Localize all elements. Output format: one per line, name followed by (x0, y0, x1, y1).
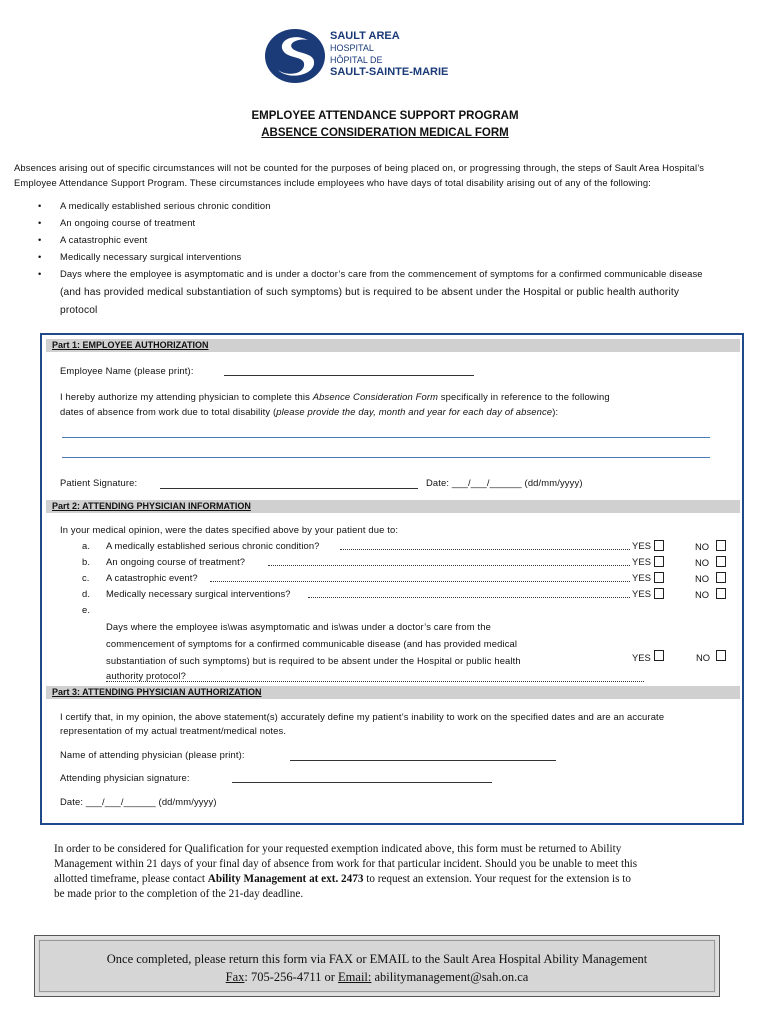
form-title-line1: EMPLOYEE ATTENDANCE SUPPORT PROGRAM (251, 110, 519, 122)
dot-leader (308, 597, 630, 598)
bullet-item-4: Medically necessary surgical interventions (60, 251, 242, 262)
no-label: NO (695, 557, 710, 568)
bullet-icon: • (38, 234, 42, 245)
question-e-line3: substantiation of such symptoms) but is required to be absent under the Hospital or public health (106, 655, 521, 666)
authorize-form-name: Absence Consideration Form (312, 391, 439, 402)
intro-line1: Absences arising out of specific circumstances will not be counted for the purposes of being placed on, or progressing through, the steps of Sault Area Hospital’s (14, 162, 705, 173)
logo-text-line3: HÔPITAL DE (330, 55, 383, 65)
bullet-item-5-cont2: protocol (60, 305, 98, 316)
question-letter: c. (82, 572, 90, 583)
closing-text-b: to request an extension. Your request for the extension is to (363, 873, 631, 885)
no-label: NO (695, 541, 710, 552)
logo-text-line4: SAULT-SAINTE-MARIE (330, 66, 449, 78)
absence-dates-field-2[interactable] (62, 457, 710, 458)
part2-header: Part 2: ATTENDING PHYSICIAN INFORMATION (46, 500, 740, 513)
question-text: An ongoing course of treatment? (106, 556, 246, 567)
question-text: Medically necessary surgical interventions? (106, 588, 291, 599)
employee-name-field[interactable] (224, 375, 474, 376)
dot-leader (268, 565, 630, 566)
bullet-item-3: A catastrophic event (60, 234, 148, 245)
certify-line1: I certify that, in my opinion, the above statement(s) accurately define my patient’s inability to work on the specified dates and are an accurate (60, 711, 665, 722)
closing-line1: In order to be considered for Qualification for your requested exemption indicated above, this form must be returned to Ability (54, 843, 622, 855)
no-label: NO (696, 652, 711, 663)
question-letter: b. (82, 556, 91, 567)
authorize-instruction: please provide the day, month and year for each day of absence (276, 406, 553, 417)
bullet-icon: • (38, 251, 42, 262)
no-label: NO (695, 589, 710, 600)
bullet-icon: • (38, 217, 42, 228)
bullet-item-1: A medically established serious chronic condition (60, 200, 271, 211)
email-label: Email: (338, 970, 372, 984)
bullet-icon: • (38, 200, 42, 211)
part1-header: Part 1: EMPLOYEE AUTHORIZATION (46, 339, 740, 352)
logo-emblem-icon (262, 28, 328, 84)
bullet-item-2: An ongoing course of treatment (60, 217, 196, 228)
physician-name-field[interactable] (290, 760, 556, 761)
authorize-text-b: specifically in reference to the following (438, 391, 610, 402)
physician-name-label: Name of attending physician (please print): (60, 749, 245, 760)
yes-label: YES (632, 556, 652, 567)
email-address[interactable]: abilitymanagement@sah.on.ca (371, 970, 529, 984)
authorize-text-a: I hereby authorize my attending physician to complete this (60, 391, 313, 402)
authorize-line2 (60, 406, 558, 417)
no-checkbox-b[interactable] (716, 556, 726, 567)
physician-signature-label: Attending physician signature: (60, 772, 190, 783)
question-letter: a. (82, 540, 91, 551)
dot-leader (210, 581, 630, 582)
bullet-item-5: Days where the employee is asymptomatic and is under a doctor’s care from the commencement of symptoms for a confirmed communicable disease (60, 268, 703, 279)
patient-signature-field[interactable] (160, 488, 418, 489)
employee-name-label: Employee Name (please print): (60, 365, 194, 376)
physician-date-field[interactable]: Date: ___/___/______ (dd/mm/yyyy) (60, 796, 217, 807)
yes-checkbox-a[interactable] (654, 540, 664, 551)
return-instructions-box (34, 935, 720, 997)
bullet-icon: • (38, 268, 42, 279)
absence-dates-field-1[interactable] (62, 437, 710, 438)
fax-number: : 705-256-4711 or (244, 970, 339, 984)
question-letter: e. (82, 604, 91, 615)
closing-line2: Management within 21 days of your final day of absence from work for that particular incident. Should you be unable to meet this (54, 858, 638, 870)
authorize-text-c: dates of absence from work due to total disability ( (60, 406, 277, 417)
authorize-line1 (60, 391, 610, 402)
certify-line2: representation of my actual treatment/medical notes. (60, 725, 287, 736)
logo-text-line2: HOSPITAL (330, 43, 374, 53)
no-checkbox-c[interactable] (716, 572, 726, 583)
no-checkbox-d[interactable] (716, 588, 726, 599)
patient-signature-label: Patient Signature: (60, 477, 138, 488)
authorize-text-d: ): (552, 406, 559, 417)
return-line1: Once completed, please return this form via FAX or EMAIL to the Sault Area Hospital Ability Management (106, 952, 648, 966)
yes-checkbox-e[interactable] (654, 650, 664, 661)
dot-leader (340, 549, 630, 550)
patient-date-field[interactable]: Date: ___/___/______ (dd/mm/yyyy) (426, 477, 583, 488)
yes-checkbox-d[interactable] (654, 588, 664, 599)
yes-checkbox-b[interactable] (654, 556, 664, 567)
part3-header: Part 3: ATTENDING PHYSICIAN AUTHORIZATION (46, 686, 740, 699)
no-label: NO (695, 573, 710, 584)
closing-line3 (54, 872, 714, 888)
hospital-logo (262, 28, 462, 84)
question-text: A catastrophic event? (106, 572, 198, 583)
physician-question-intro: In your medical opinion, were the dates specified above by your patient due to: (60, 524, 399, 535)
question-e-line1: Days where the employee is\was asymptomatic and is\was under a doctor’s care from the (106, 621, 491, 632)
closing-line4: be made prior to the completion of the 21-day deadline. (54, 888, 304, 900)
yes-label: YES (632, 588, 652, 599)
bullet-item-5-cont1: (and has provided medical substantiation of such symptoms) but is required to be absent under the Hospital or public health authority (60, 287, 680, 298)
question-letter: d. (82, 588, 91, 599)
question-text: A medically established serious chronic condition? (106, 540, 320, 551)
yes-label: YES (632, 540, 652, 551)
yes-label: YES (632, 572, 652, 583)
return-line2 (35, 968, 719, 986)
yes-checkbox-c[interactable] (654, 572, 664, 583)
yes-label: YES (632, 652, 651, 663)
fax-label: Fax (225, 970, 245, 984)
no-checkbox-a[interactable] (716, 540, 726, 551)
ability-management-extension: Ability Management at ext. 2473 (207, 873, 364, 885)
question-e-line4: authority protocol? (106, 670, 186, 681)
physician-signature-field[interactable] (232, 782, 492, 783)
no-checkbox-e[interactable] (716, 650, 726, 661)
question-e-line2: commencement of symptoms for a confirmed communicable disease (and has provided medical (106, 638, 518, 649)
form-title-line2: ABSENCE CONSIDERATION MEDICAL FORM (261, 127, 509, 139)
logo-text-line1: SAULT AREA (330, 30, 400, 42)
dot-leader (106, 681, 644, 682)
intro-line2: Employee Attendance Support Program. These circumstances include employees who have days of total disability arising out of any of the following: (14, 177, 652, 188)
closing-text-a: allotted timeframe, please contact (54, 873, 208, 885)
